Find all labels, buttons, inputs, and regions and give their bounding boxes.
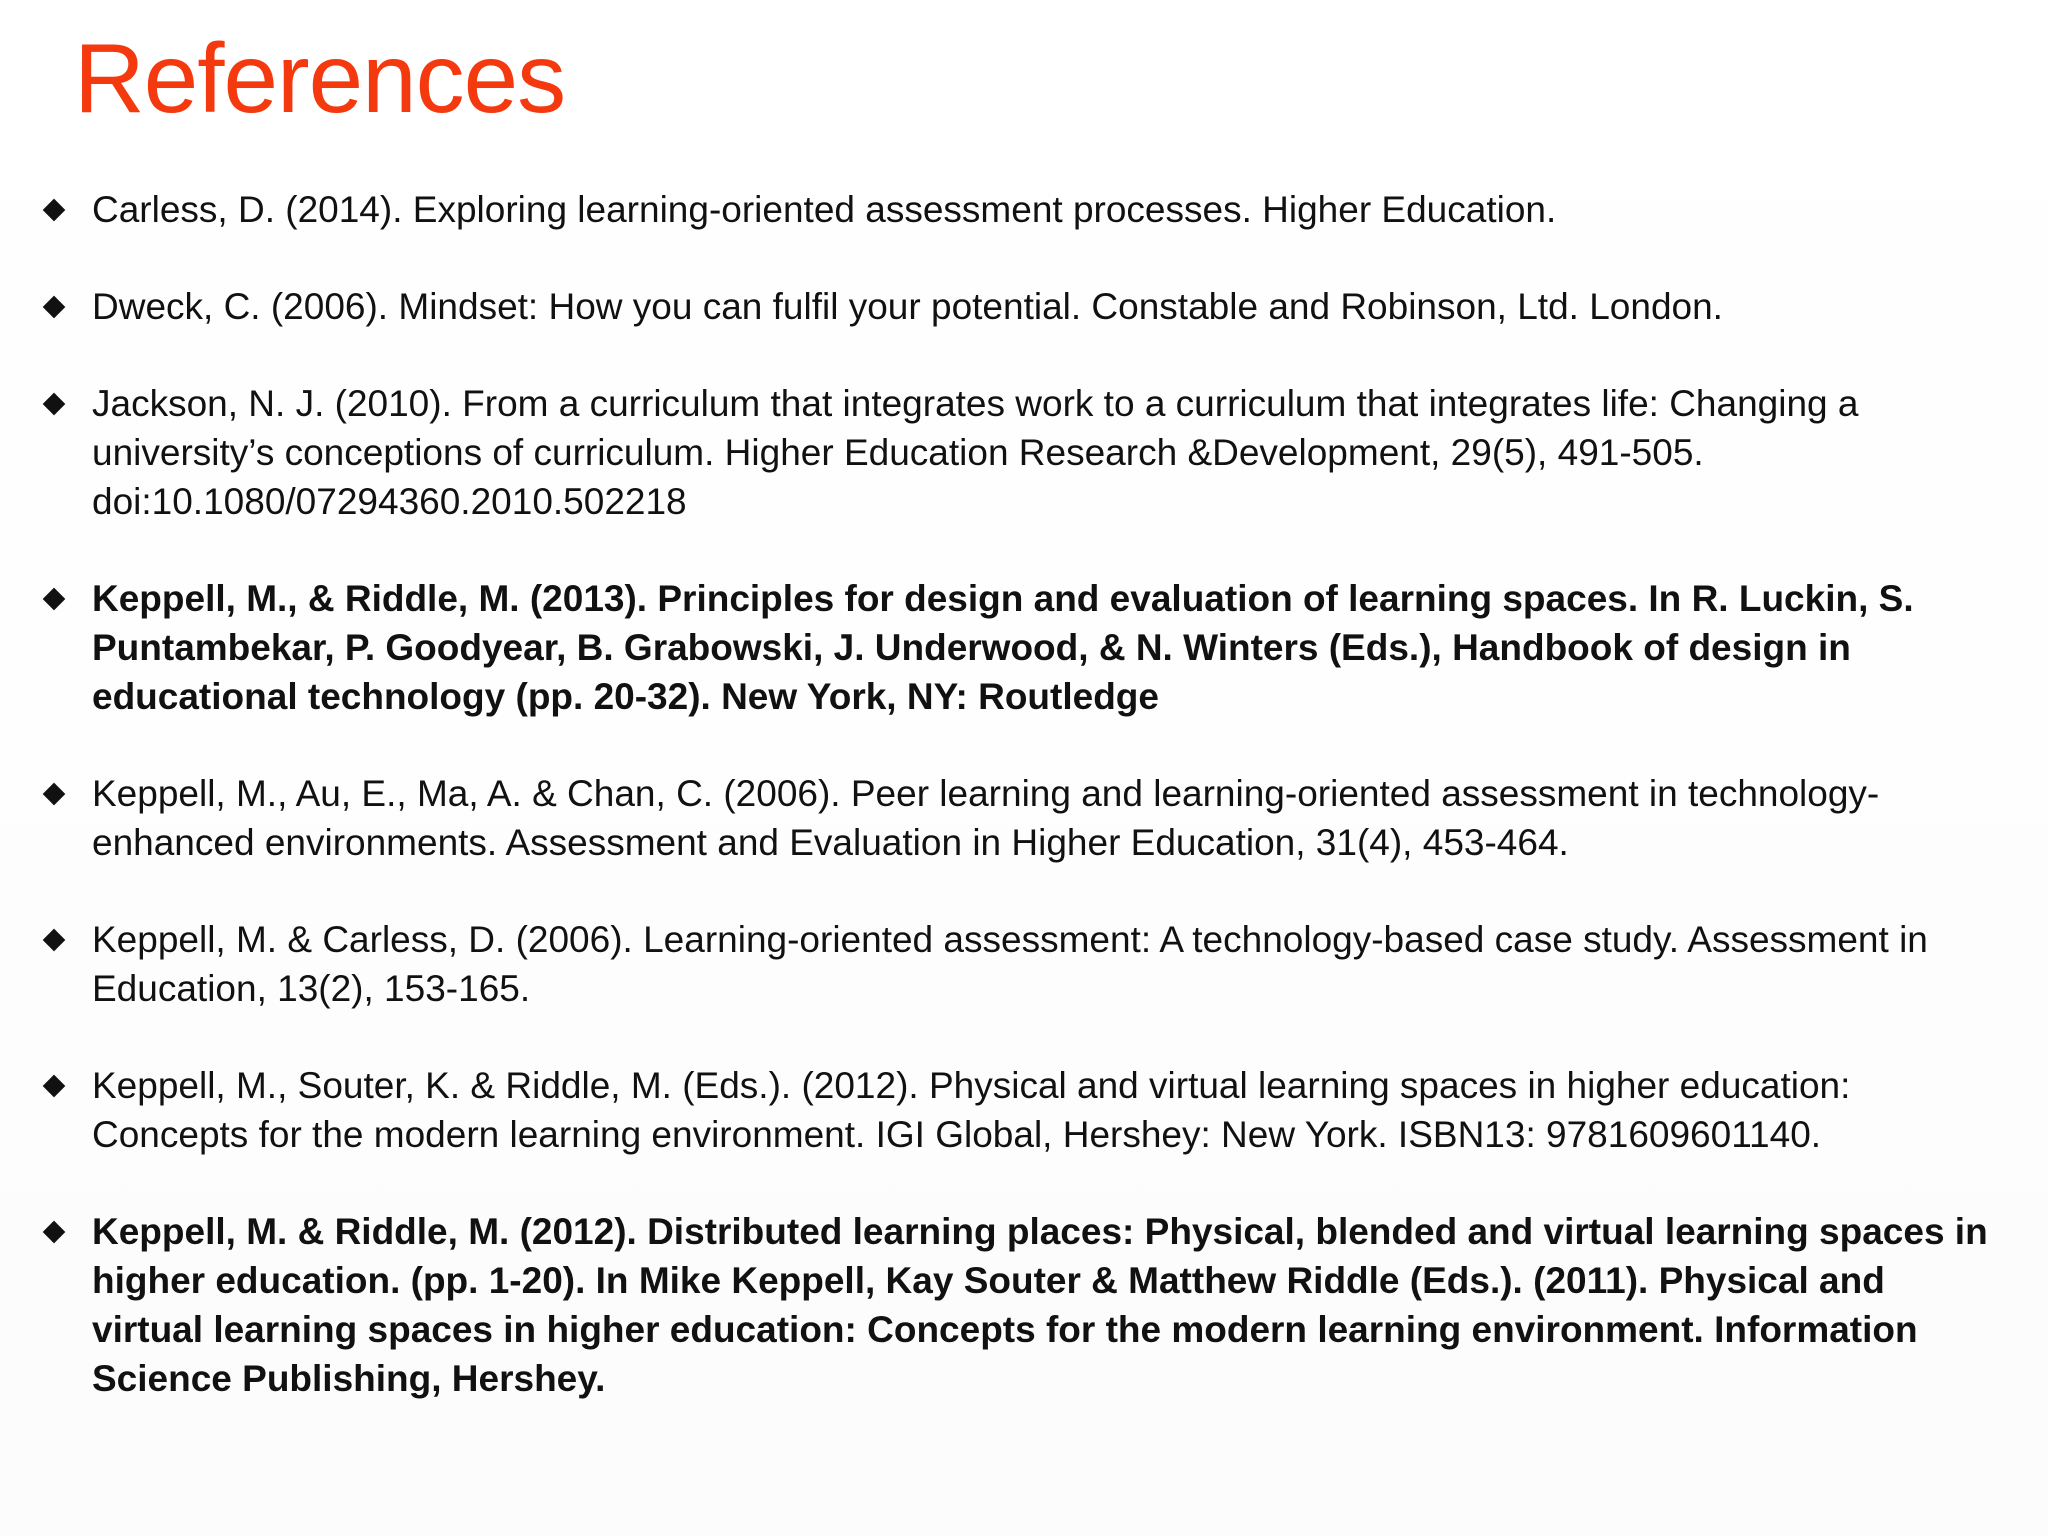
reference-item <box>42 1061 2002 1159</box>
reference-item <box>42 769 2002 867</box>
reference-item <box>42 574 2002 721</box>
reference-list <box>42 185 2002 1451</box>
reference-item <box>42 282 2002 331</box>
reference-text: Keppell, M. & Carless, D. (2006). Learning-oriented assessment: A technology-based case study. Assessment in Education, 13(2), 153-165. <box>92 919 1928 1009</box>
reference-item <box>42 379 2002 526</box>
reference-item <box>42 185 2002 234</box>
reference-item <box>42 1207 2002 1403</box>
diamond-bullet-icon <box>43 1221 66 1244</box>
diamond-bullet-icon <box>43 393 66 416</box>
diamond-bullet-icon <box>43 1075 66 1098</box>
diamond-bullet-icon <box>43 199 66 222</box>
reference-text: Carless, D. (2014). Exploring learning-oriented assessment processes. Higher Education. <box>92 189 1557 230</box>
reference-text: Jackson, N. J. (2010). From a curriculum that integrates work to a curriculum that integrates life: Changing a university’s conceptions of curriculum. Higher Education Research &Development, 29(5), 491-505. doi:10.1080/07294360.2010.502218 <box>92 383 1859 522</box>
diamond-bullet-icon <box>43 929 66 952</box>
diamond-bullet-icon <box>43 588 66 611</box>
diamond-bullet-icon <box>43 783 66 806</box>
reference-text: Dweck, C. (2006). Mindset: How you can fulfil your potential. Constable and Robinson, Ltd. London. <box>92 286 1723 327</box>
reference-text: Keppell, M., Souter, K. & Riddle, M. (Eds.). (2012). Physical and virtual learning spaces in higher education: Concepts for the modern learning environment. IGI Global, Hershey: New York. ISBN13: 9781609601140. <box>92 1065 1851 1155</box>
diamond-bullet-icon <box>43 296 66 319</box>
reference-text: Keppell, M., Au, E., Ma, A. & Chan, C. (2006). Peer learning and learning-oriented assessment in technology-enhanced environments. Assessment and Evaluation in Higher Education, 31(4), 453-464. <box>92 773 1880 863</box>
reference-text: Keppell, M., & Riddle, M. (2013). Principles for design and evaluation of learning spaces. In R. Luckin, S. Puntambekar, P. Goodyear, B. Grabowski, J. Underwood, & N. Winters (Eds.), Handbook of design in educational technology (pp. 20-32). New York, NY: Routledge <box>92 578 1914 717</box>
reference-text: Keppell, M. & Riddle, M. (2012). Distributed learning places: Physical, blended and virtual learning spaces in higher education. (pp. 1-20). In Mike Keppell, Kay Souter & Matthew Riddle (Eds.). (2011). Physical and virtual learning spaces in higher education: Concepts for the modern learning environment. Information Science Publishing, Hershey. <box>92 1211 1988 1399</box>
page-title: References <box>74 23 566 133</box>
reference-item <box>42 915 2002 1013</box>
